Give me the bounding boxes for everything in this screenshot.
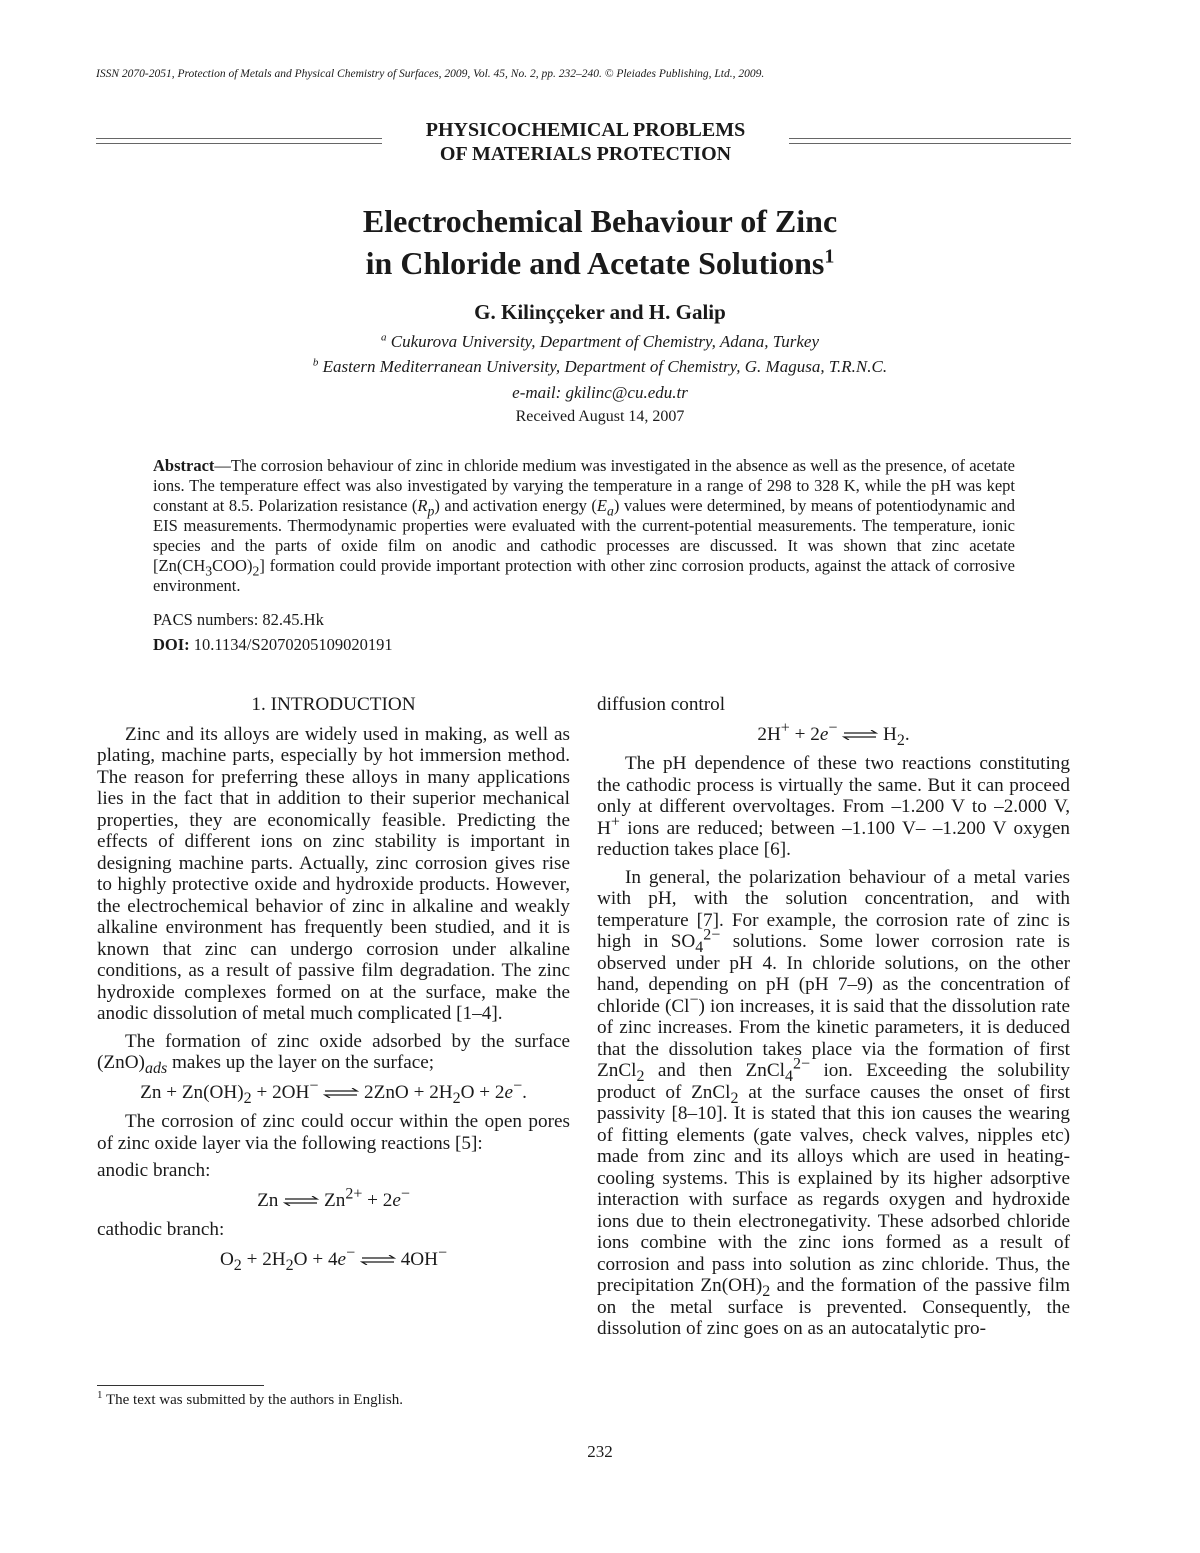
introduction-heading: 1. INTRODUCTION (251, 694, 416, 715)
footnote: $^1$ The text was submitted by the authors in English. (97, 1389, 404, 1408)
diffusion-control-text: diffusion control (597, 694, 726, 715)
page-number: 232 (587, 1442, 613, 1461)
doi: DOI: 10.1134/S2070205109020191 (153, 635, 393, 654)
equation-2: Zn $Zn^{2+} + 2e^-$ (257, 1185, 410, 1211)
affiliation-b: $^b$ Eastern Mediterranean University, Department of Chemistry, G. Magusa, T.R.N.C. (312, 356, 888, 376)
footnote-rule (97, 1385, 264, 1386)
section-title-line2: OF MATERIALS PROTECTION (439, 143, 732, 165)
equilibrium-arrow-icon (323, 1088, 359, 1098)
left-column (97, 694, 570, 1278)
intro-paragraph-3: The corrosion of zinc could occur within the open pores of zinc oxide layer via the following reactions [5]: (97, 1111, 570, 1154)
section-banner (96, 118, 1071, 168)
title-footnote-mark: 1 (824, 245, 835, 268)
received-date: Received August 14, 2007 (515, 408, 685, 425)
equation-3: $O_2 + 2H_2O + 4e^-$ 4OH− (219, 1244, 448, 1274)
equilibrium-arrow-icon (283, 1196, 319, 1206)
title-line1: Electrochemical Behaviour of Zinc (362, 203, 838, 239)
section-title-line1: PHYSICOCHEMICAL PROBLEMS (425, 119, 746, 141)
intro-paragraph-2: The formation of zinc oxide adsorbed by the surface $(ZnO)_{ads}$ makes up the layer on the surface; (97, 1030, 570, 1077)
cathodic-label: cathodic branch: (97, 1219, 225, 1240)
equilibrium-arrow-icon (360, 1255, 396, 1265)
right-double-rule (789, 138, 1071, 144)
abstract: Abstract—The corrosion behaviour of zinc in chloride medium was investigated in the absence as well as the presence, of acetate ions. The temperature effect was also investigated by varying the temperature in a range of 298 to 328 K, while the pH was kept constant at 8.5. Polarization resistance $(R_p)$ and activation energy $(E_a)$ values were determined, by means of potentiodynamic and EIS measurements. Thermodynamic properties were evaluated with the current-potential measurements. The temperature, ionic species and the parts of oxide film on anodic and cathodic processes are discussed. It was shown that zinc acetate $[Zn(CH_3COO)_2]$ formation could provide important protection with other zinc corrosion products, against the attack of corrosive environment. (153, 456, 1015, 595)
authors: G. Kilinççeker and H. Galip (474, 300, 726, 324)
abstract-label: Abstract (153, 456, 215, 475)
equilibrium-arrow-icon (842, 730, 878, 740)
equation-1: $Zn + Zn(OH)_2 + 2OH^-$ $2ZnO + 2H_2O + 2e^-$. (140, 1077, 527, 1107)
equation-4: 2H+ + 2e− $H_2$. (757, 719, 910, 749)
section-title (382, 118, 789, 166)
title-line2: in Chloride and Acetate Solutions (365, 245, 825, 281)
paper-title (200, 200, 1000, 284)
doi-link[interactable]: 10.1134/S2070205109020191 (193, 635, 393, 654)
left-double-rule (96, 138, 382, 144)
right-column (597, 694, 1070, 1346)
right-paragraph-1: The pH dependence of these two reactions constituting the cathodic process is virtually the same. But it can proceed only at different overvoltages. From –1.200 V to –2.000 V, H+ ions are reduced; between –1.100 V– –1.200 V oxygen reduction takes place [6]. (597, 753, 1070, 860)
pacs-numbers: PACS numbers: 82.45.Hk (153, 610, 324, 629)
affiliation-a: $^a$ Cukurova University, Department of Chemistry, Adana, Turkey (380, 331, 819, 351)
journal-header: ISSN 2070-2051, Protection of Metals and Physical Chemistry of Surfaces, 2009, Vol. 45, No. 2, pp. 232–240. © Pleiades Publishing, Ltd., 2009. (96, 68, 765, 80)
intro-paragraph-1: Zinc and its alloys are widely used in making, as well as plating, machine parts, especially by hot immersion method. The reason for preferring these alloys in many applications lies in the fact that in addition to their superior mechanical properties, they are economically feasible. Predicting the effects of different ions on zinc stability is important in designing machine parts. Actually, zinc corrosion gives rise to highly protective oxide and hydroxide products. However, the electrochemical behavior of zinc in alkaline and weakly alkaline environment has frequently been studied, and it is known that zinc can undergo corrosion under alkaline conditions, as a result of passive film degradation. The zinc hydroxide complexes formed on at the surface, make the anodic dissolution of metal much complicated [1–4]. (97, 723, 570, 1024)
right-paragraph-2: In general, the polarization behaviour of a metal varies with pH, with the solution concentration, and with temperature [7]. For example, the corrosion rate of zinc is high in $SO_4^{2-}$ solutions. Some lower corrosion rate is observed under pH 4. In chloride solutions, on the other hand, depending on pH (pH 7–9) as the concentration of chloride (Cl−) ion increases, it is said that the dissolution rate of zinc increases. From the kinetic parameters, it is deduced that the dissolution takes place via the formation of first ZnCl$_2$ and then ZnCl$_4^{2-}$ ion. Exceeding the solubility product of ZnCl$_2$ at the surface causes the onset of first passivity [8–10]. It is stated that this ion causes the wearing of fitting elements (gate valves, check valves, nipples etc) made from zinc and its alloys which are used in heating-cooling systems. This is explained by its higher adsorptive interaction with surface as regards oxygen and hydroxide ions due to thein electronegativity. These adsorbed chloride ions combine with the zinc ions formed as a result of corrosion and pass into solution as zinc chloride. Thus, the precipitation $Zn(OH)_2$ and the formation of the passive film on the metal surface is prevented. Consequently, the dissolution of zinc goes on as an autocatalytic pro- (597, 866, 1070, 1339)
email: e-mail: gkilinc@cu.edu.tr (512, 383, 688, 402)
anodic-label: anodic branch: (97, 1160, 211, 1181)
